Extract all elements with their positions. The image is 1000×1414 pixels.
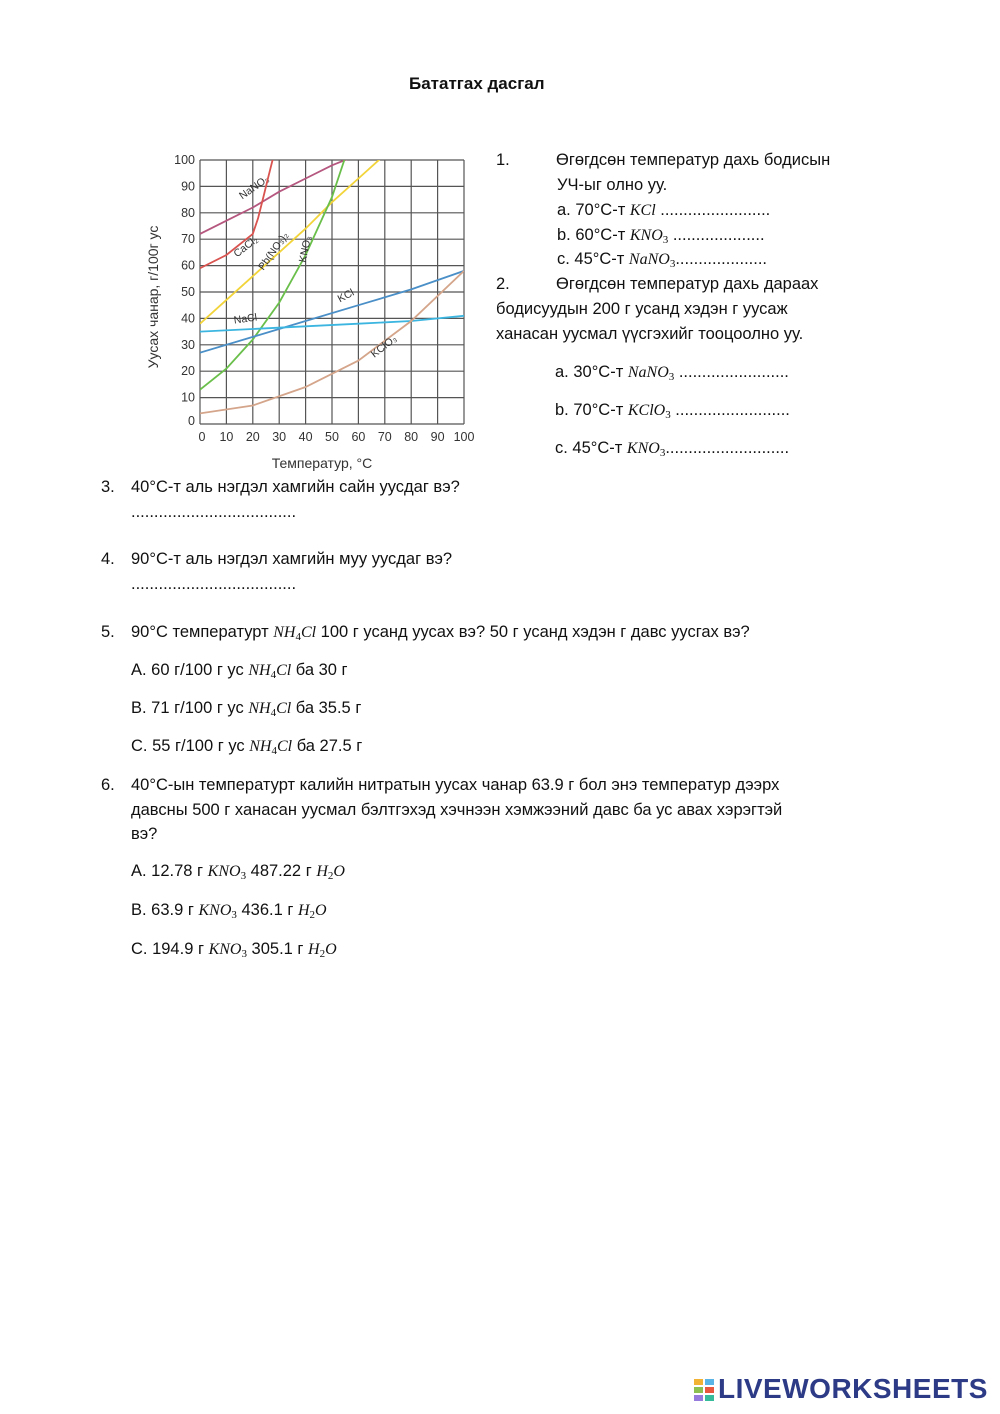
- y-tick-label: 100: [174, 153, 195, 167]
- logo-text: LIVEWORKSHEETS: [718, 1373, 988, 1404]
- y-tick-label: 20: [181, 364, 195, 379]
- q1-text: Өгөгдсөн температур дахь бодисын: [556, 151, 831, 169]
- q5-number: 5.: [101, 623, 115, 641]
- x-tick-label: 80: [404, 430, 419, 444]
- x-tick-label: 10: [219, 430, 234, 444]
- q3-number: 3.: [101, 478, 115, 496]
- q3-text: 40°C-т аль нэгдэл хамгийн сайн уусдаг вэ?: [131, 478, 460, 496]
- q2-text-2: бодисуудын 200 г усанд хэдэн г уусаж: [496, 300, 788, 318]
- series-label: NaCl: [233, 311, 258, 327]
- page-title: Бататгах дасгал: [409, 74, 545, 93]
- y-tick-label: 90: [181, 179, 195, 194]
- q1-option-b: b. 60°C-т $KNO_3$ ....................: [557, 226, 765, 246]
- q6-option-b[interactable]: B. 63.9 г $KNO_3$ 436.1 г $H_2O$: [131, 901, 327, 921]
- q6-option-c[interactable]: C. 194.9 г $KNO_3$ 305.1 г $H_2O$: [131, 940, 337, 960]
- series-label: KCl: [335, 286, 357, 306]
- y-tick-label: 0: [188, 414, 195, 428]
- x-axis-label: Температур, °C: [271, 455, 373, 471]
- x-tick-label: 70: [377, 430, 392, 444]
- q2-number: 2.: [496, 275, 510, 293]
- answer-blank[interactable]: ....................: [675, 250, 768, 268]
- q1-number: 1.: [496, 151, 510, 169]
- series-line-nano3: [200, 148, 438, 234]
- q6-number: 6.: [101, 776, 115, 794]
- x-tick-label: 100: [453, 430, 475, 444]
- x-tick-label: 60: [351, 430, 366, 444]
- q6-text: 40°C-ын температурт калийн нитратын уусах чанар 63.9 г бол энэ температур дээрх: [131, 776, 780, 794]
- x-tick-label: 50: [325, 430, 339, 444]
- x-tick-label: 20: [245, 430, 260, 444]
- q6-text-3: вэ?: [131, 825, 158, 843]
- series-label: Pb(NO₃)₂: [255, 229, 292, 273]
- logo-icon: [694, 1379, 714, 1401]
- q1-text-2: УЧ-ыг олно уу.: [557, 176, 668, 194]
- x-tick-label: 0: [198, 430, 206, 444]
- x-tick-label: 30: [272, 430, 287, 444]
- formula-nano3: NaNO$_3$: [628, 251, 676, 270]
- formula-nh4cl: $NH_4Cl$: [273, 624, 317, 643]
- q5-text: 90°C температурт $NH_4Cl$ 100 г усанд уусах вэ? 50 г усанд хэдэн г давс уусгах вэ?: [131, 623, 750, 643]
- q6-option-a[interactable]: A. 12.78 г $KNO_3$ 487.22 г $H_2O$: [131, 862, 345, 882]
- y-tick-label: 30: [181, 337, 195, 352]
- q2-option-c: c. 45°C-т $KNO_3$...........................: [555, 439, 790, 459]
- y-tick-label: 50: [181, 285, 195, 299]
- answer-blank[interactable]: ........................: [655, 201, 771, 219]
- formula-kno3: $KNO_3$: [629, 227, 669, 246]
- x-tick-label: 90: [430, 430, 445, 444]
- answer-blank[interactable]: ....................................: [131, 503, 297, 521]
- q6-text-2: давсны 500 г ханасан уусмал бэлтгэхэд хэчнээн хэмжээний давс ба ус авах хэрэгтэй: [131, 801, 783, 819]
- q2-option-a: a. 30°C-т NaNO$_3$ ........................: [555, 363, 789, 383]
- formula-nano3: NaNO$_3$: [627, 364, 675, 383]
- answer-blank[interactable]: ....................................: [131, 575, 297, 593]
- y-tick-label: 40: [181, 311, 195, 326]
- y-tick-label: 70: [181, 232, 195, 247]
- q2-text-3: ханасан уусмал үүсгэхийг тооцоолно уу.: [496, 325, 804, 343]
- answer-blank[interactable]: ........................: [674, 363, 789, 381]
- formula-kcl: KCl: [629, 202, 656, 219]
- series-label: CaCl₂: [231, 233, 261, 261]
- y-tick-label: 60: [181, 258, 195, 273]
- series-line-kno3: [200, 157, 345, 389]
- q5-option-c[interactable]: C. 55 г/100 г ус $NH_4Cl$ ба 27.5 г: [131, 737, 363, 757]
- y-tick-label: 80: [181, 205, 195, 220]
- solubility-chart: [140, 148, 485, 473]
- q4-text: 90°C-т аль нэгдэл хамгийн муу уусдаг вэ?: [131, 550, 453, 568]
- answer-blank[interactable]: .........................: [670, 401, 790, 419]
- series-label: NaNO₃: [237, 173, 272, 203]
- series-label: KNO₃: [296, 234, 315, 264]
- q2-option-b: b. 70°C-т KClO$_3$ .........................: [555, 401, 790, 421]
- y-tick-label: 10: [181, 390, 195, 405]
- y-axis-label: Уусах чанар, г/100г ус: [145, 225, 161, 369]
- x-tick-label: 40: [298, 430, 313, 444]
- series-label: KClO₃: [368, 332, 400, 361]
- answer-blank[interactable]: ...........................: [665, 439, 790, 457]
- q1-option-a: a. 70°C-т KCl ........................: [557, 201, 771, 219]
- q5-option-a[interactable]: A. 60 г/100 г ус $NH_4Cl$ ба 30 г: [131, 661, 348, 681]
- formula-kclo3: KClO$_3$: [627, 402, 671, 421]
- answer-blank[interactable]: ....................: [668, 226, 765, 244]
- q4-number: 4.: [101, 550, 115, 568]
- formula-kno3: $KNO_3$: [626, 440, 666, 459]
- q1-option-c: c. 45°C-т NaNO$_3$....................: [557, 250, 768, 270]
- q5-option-b[interactable]: B. 71 г/100 г ус $NH_4Cl$ ба 35.5 г: [131, 699, 362, 719]
- q2-text: Өгөгдсөн температур дахь дараах: [556, 275, 819, 293]
- liveworksheets-logo[interactable]: [694, 1373, 988, 1405]
